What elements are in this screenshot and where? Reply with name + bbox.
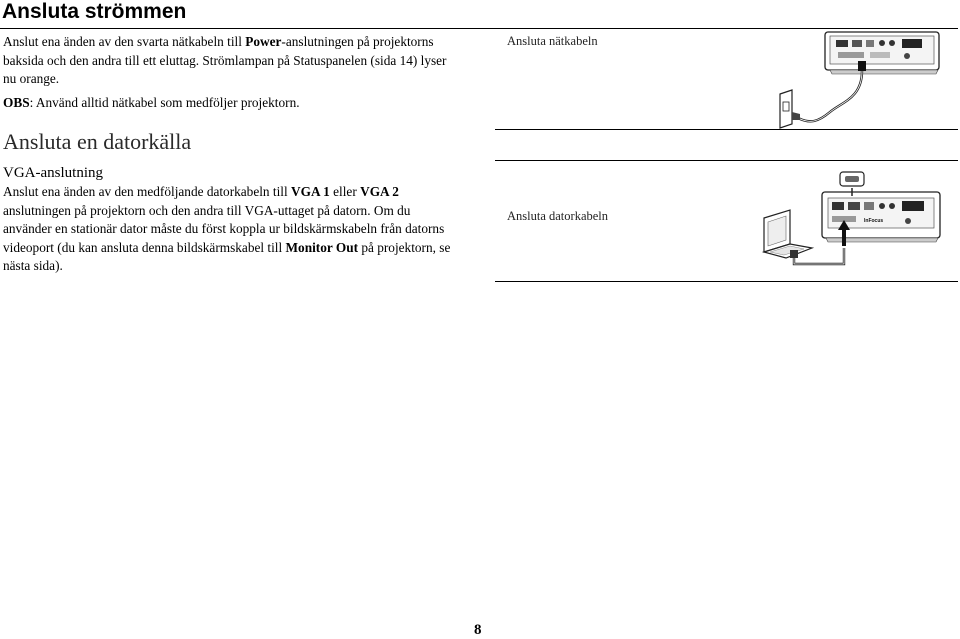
power-line-2: baksida och den andra till ett eluttag. Strömlampan på Statuspanelen (sida 14) lyser	[3, 52, 447, 68]
figure-label-computer-cable: Ansluta datorkabeln	[507, 209, 609, 223]
figure-rule-top-2	[495, 160, 958, 161]
page-number: 8	[474, 622, 482, 638]
vga-line-3: använder en stationär dator måste du först koppla ur bildskärmskabeln från datorns	[3, 221, 445, 236]
power-line-3: nu orange.	[3, 71, 60, 86]
power-paragraph	[3, 33, 446, 89]
figure-rule-bottom-1	[495, 129, 958, 130]
note-label: OBS	[3, 95, 30, 110]
subheading-vga: VGA-anslutning	[3, 165, 103, 181]
vga-paragraph	[3, 183, 450, 276]
note-text: : Använd alltid nätkabel som medföljer projektorn.	[29, 95, 300, 110]
figure-rule-bottom-2	[495, 281, 958, 282]
section-title-computer: Ansluta en datorkälla	[3, 129, 192, 154]
vga-line-5: nästa sida).	[3, 258, 63, 273]
projector-brand-text: InFocus	[864, 218, 884, 224]
vga-line-1: Anslut ena änden av den medföljande datorkabeln till VGA 1 eller VGA 2	[3, 184, 399, 199]
power-cable-illustration	[770, 28, 950, 133]
vga-line-4: videoport (du kan ansluta denna bildskärmskabel till Monitor Out på projektorn, se	[3, 239, 451, 255]
computer-cable-illustration	[760, 166, 950, 276]
section-title-power: Ansluta strömmen	[2, 0, 187, 23]
figure-label-power-cable: Ansluta nätkabeln	[507, 34, 598, 48]
power-note	[3, 94, 300, 113]
power-line-1: Anslut ena änden av den svarta nätkabeln till Power-anslutningen på projektorns	[3, 34, 434, 49]
vga-line-2: anslutningen på projektorn och den andra till VGA-uttaget på datorn. Om du	[3, 202, 411, 218]
